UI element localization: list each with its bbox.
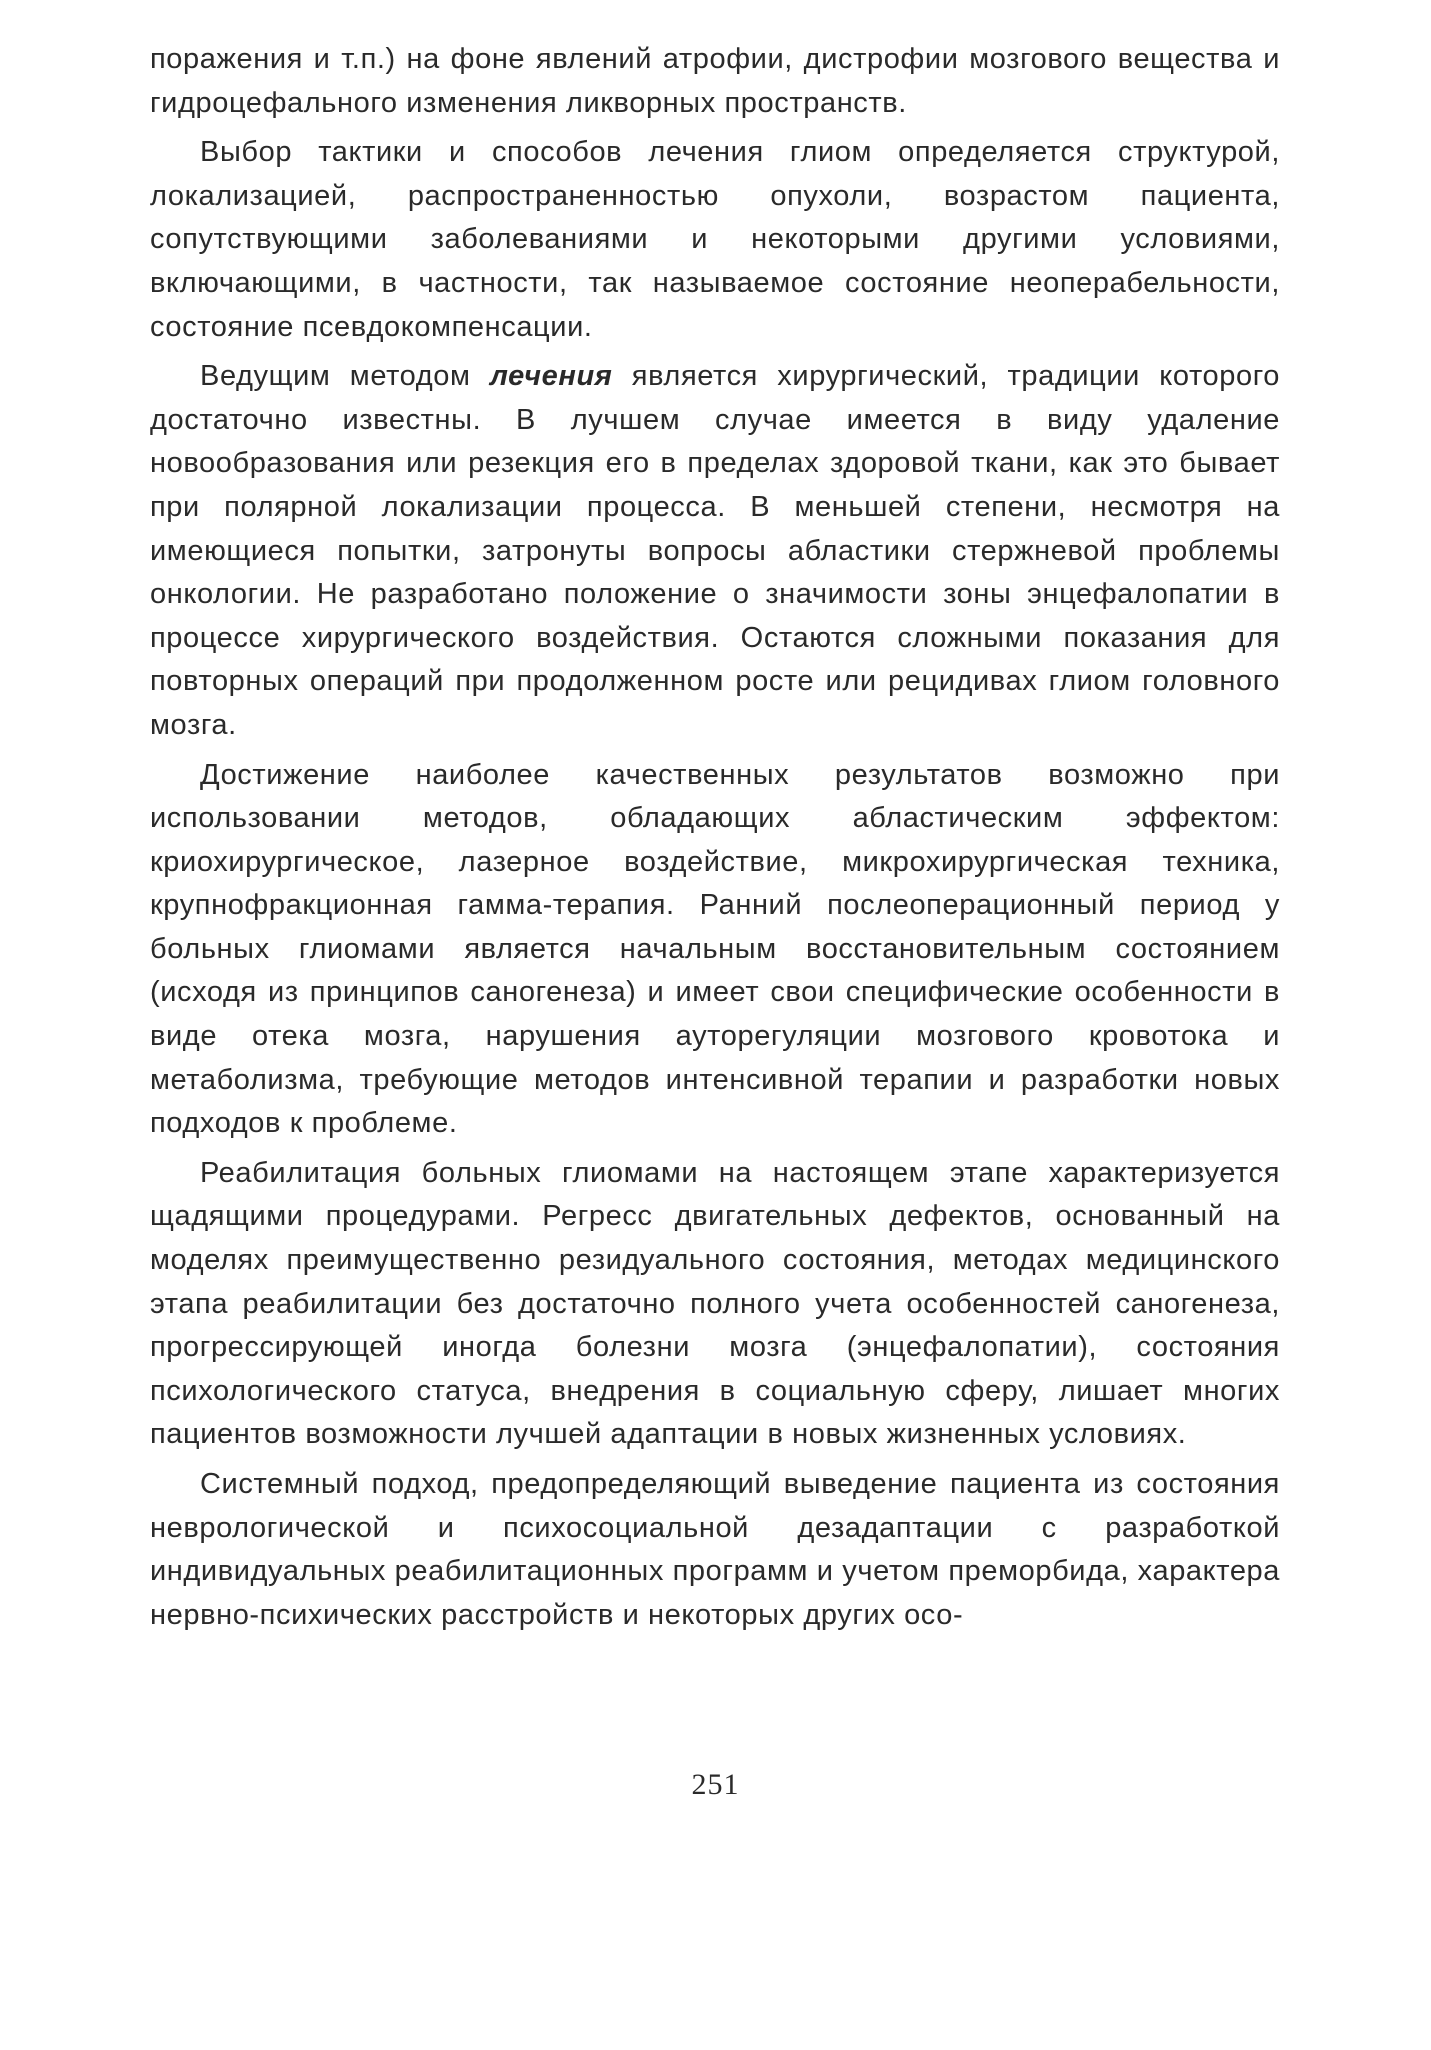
paragraph-surgical-method-rest: является хирургический, традиции которого достаточно известны. В лучшем случае имеется в виду удаление новообразования или резекция его в пределах здоровой ткани, как это бывает при полярной локализации процесса. В меньшей степени, несмотря на имеющиеся попытки, затронуты вопросы абластики стержневой проблемы онкологии. Не разработано положение о значимости зоны энцефалопатии в процессе хирургического воздействия. Остаются сложными показания для повторных операций при продолженном росте или рецидивах глиом головного мозга.: [150, 360, 1280, 741]
paragraph-system-approach: Системный подход, предопределяющий выведение пациента из состояния неврологической и психосоциальной дезадаптации с разработкой индивидуальных реабилитационных программ и учетом преморбида, характера нервно-психических расстройств и некоторых других осо-: [150, 1468, 1280, 1631]
paragraph-rehabilitation: Реабилитация больных глиомами на настоящем этапе характеризуется щадящими процедурами. Регресс двигательных дефектов, основанный на моделях преимущественно резидуального состояния, методах медицинского этапа реабилитации без достаточно полного учета особенностей саногенеза, прогрессирующей иногда болезни мозга (энцефалопатии), состояния психологического статуса, внедрения в социальную сферу, лишает многих пациентов возможности лучшей адаптации в новых жизненных условиях.: [150, 1156, 1280, 1451]
page-number: 251: [691, 1768, 740, 1801]
page-body: [150, 38, 1280, 1637]
paragraph-surgical-method: [150, 355, 1280, 747]
paragraph-surgical-method-start: Ведущим методом: [200, 360, 490, 393]
paragraph-continuation: поражения и т.п.) на фоне явлений атрофии, дистрофии мозгового вещества и гидроцефального изменения ликворных пространств.: [150, 43, 1280, 119]
paragraph-ablastic-methods: Достижение наиболее качественных результатов возможно при использовании методов, обладающих абластическим эффектом: криохирургическое, лазерное воздействие, микрохирургическая техника, крупнофракционная гамма-терапия. Ранний послеоперационный период у больных глиомами является начальным восстановительным состоянием (исходя из принципов саногенеза) и имеет свои специфические особенности в виде отека мозга, нарушения ауторегуляции мозгового кровотока и метаболизма, требующие методов интенсивной терапии и разработки новых подходов к проблеме.: [150, 758, 1280, 1140]
emphasized-term: лечения: [489, 360, 613, 393]
paragraph-treatment-choice: Выбор тактики и способов лечения глиом определяется структурой, локализацией, распространенностью опухоли, возрастом пациента, сопутствующими заболеваниями и некоторыми другими условиями, включающими, в частности, так называемое состояние неоперабельности, состояние псевдокомпенсации.: [150, 136, 1280, 343]
